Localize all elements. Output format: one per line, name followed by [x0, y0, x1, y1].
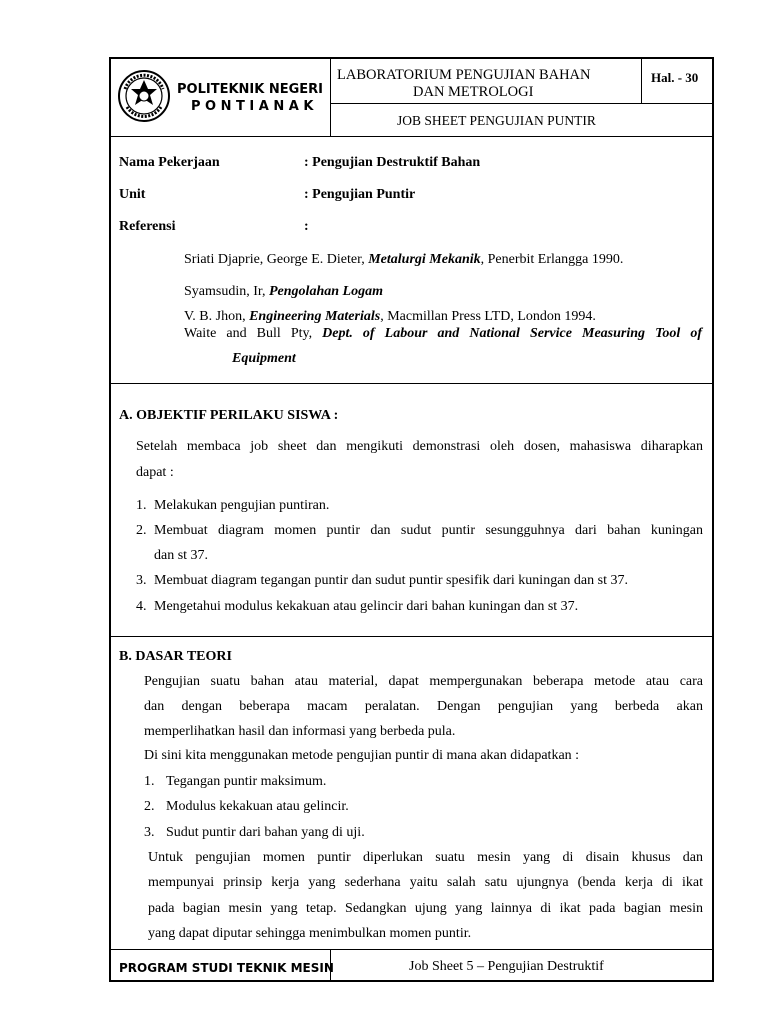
- theory-p3-line-1: Untuk pengujian momen puntir diperlukan suatu mesin yang di disain khusus dan: [148, 850, 703, 865]
- theory-p1-line-3: memperlihatkan hasil dan informasi yang berbeda pula.: [144, 724, 456, 739]
- section-a-heading: A. OBJEKTIF PERILAKU SISWA :: [119, 408, 339, 423]
- theory-num-2: 2.: [144, 799, 155, 814]
- reference-label: Referensi: [119, 219, 176, 234]
- unit-value: : Pengujian Puntir: [304, 187, 416, 202]
- footer-program: PROGRAM STUDI TEKNIK MESIN: [119, 961, 334, 975]
- objective-num-2: 2.: [136, 523, 147, 538]
- theory-p3-line-4: yang dapat diputar sehingga menimbulkan momen puntir.: [148, 926, 472, 941]
- theory-p3-line-2: mempunyai prinsip kerja yang sederhana yaitu salah satu ujungnya (benda kerja di ikat: [148, 875, 703, 890]
- reference-item-4: Waite and Bull Pty, Dept. of Labour and National Service Measuring Tool of: [184, 326, 702, 341]
- theory-item-2: Modulus kekakuan atau gelincir.: [166, 799, 349, 814]
- theory-item-1: Tegangan puntir maksimum.: [166, 774, 327, 789]
- polnep-logo-icon: [117, 69, 171, 123]
- reference-item-4-cont: Equipment: [232, 351, 296, 366]
- reference-colon: :: [304, 219, 309, 234]
- header-vrule-1: [330, 59, 331, 136]
- theory-p1-line-1: Pengujian suatu bahan atau material, dapat mempergunakan beberapa metode atau cara: [144, 674, 703, 689]
- page-number: Hal. - 30: [651, 70, 699, 85]
- section-a-intro-line-2: dapat :: [136, 465, 174, 480]
- lab-title-line-2: DAN METROLOGI: [413, 84, 534, 100]
- footer-sheet: Job Sheet 5 – Pengujian Destruktif: [409, 959, 604, 974]
- objective-item-4: Mengetahui modulus kekakuan atau gelincir dari bahan kuningan dan st 37.: [154, 599, 579, 614]
- sheet-title: JOB SHEET PENGUJIAN PUNTIR: [397, 113, 596, 128]
- lab-title-line-1: LABORATORIUM PENGUJIAN BAHAN: [337, 67, 591, 83]
- theory-item-3: Sudut puntir dari bahan yang di uji.: [166, 825, 365, 840]
- section-a-intro-line-1: Setelah membaca job sheet dan mengikuti demonstrasi oleh dosen, mahasiswa diharapkan: [136, 439, 703, 454]
- objective-item-2: Membuat diagram momen puntir dan sudut puntir sesungguhnya dari bahan kuningan: [154, 523, 703, 538]
- institution-line-2: P O N T I A N A K: [191, 99, 314, 114]
- objective-item-3: Membuat diagram tegangan puntir dan sudut puntir spesifik dari kuningan dan st 37.: [154, 573, 628, 588]
- reference-item-2: Syamsudin, Ir, Pengolahan Logam: [184, 284, 383, 299]
- theory-num-1: 1.: [144, 774, 155, 789]
- header-divider: [330, 103, 712, 104]
- theory-p1-line-2: dan dengan beberapa macam peralatan. Dengan pengujian yang berbeda akan: [144, 699, 703, 714]
- section-a-bottom-rule: [111, 636, 712, 637]
- institution-line-1: POLITEKNIK NEGERI: [177, 82, 323, 97]
- job-label: Nama Pekerjaan: [119, 155, 220, 170]
- objective-item-1: Melakukan pengujian puntiran.: [154, 498, 330, 513]
- footer-top-rule: [111, 949, 712, 950]
- theory-p3-line-3: pada bagian mesin yang tetap. Sedangkan ujung yang lainnya di ikat pada bagian mesin: [148, 901, 703, 916]
- theory-p2: Di sini kita menggunakan metode pengujian puntir di mana akan didapatkan :: [144, 748, 580, 763]
- reference-item-3: V. B. Jhon, Engineering Materials, Macmillan Press LTD, London 1994.: [184, 309, 596, 324]
- objective-num-4: 4.: [136, 599, 147, 614]
- theory-num-3: 3.: [144, 825, 155, 840]
- job-sheet-frame: [109, 57, 714, 982]
- objective-num-3: 3.: [136, 573, 147, 588]
- section-b-heading: B. DASAR TEORI: [119, 649, 232, 664]
- info-bottom-rule: [111, 383, 712, 384]
- objective-item-2-cont: dan st 37.: [154, 548, 209, 563]
- reference-item-1: Sriati Djaprie, George E. Dieter, Metalurgi Mekanik, Penerbit Erlangga 1990.: [184, 252, 624, 267]
- unit-label: Unit: [119, 187, 146, 202]
- objective-num-1: 1.: [136, 498, 147, 513]
- header-vrule-2: [641, 59, 642, 103]
- job-value: : Pengujian Destruktif Bahan: [304, 155, 481, 170]
- header-bottom-rule: [111, 136, 712, 137]
